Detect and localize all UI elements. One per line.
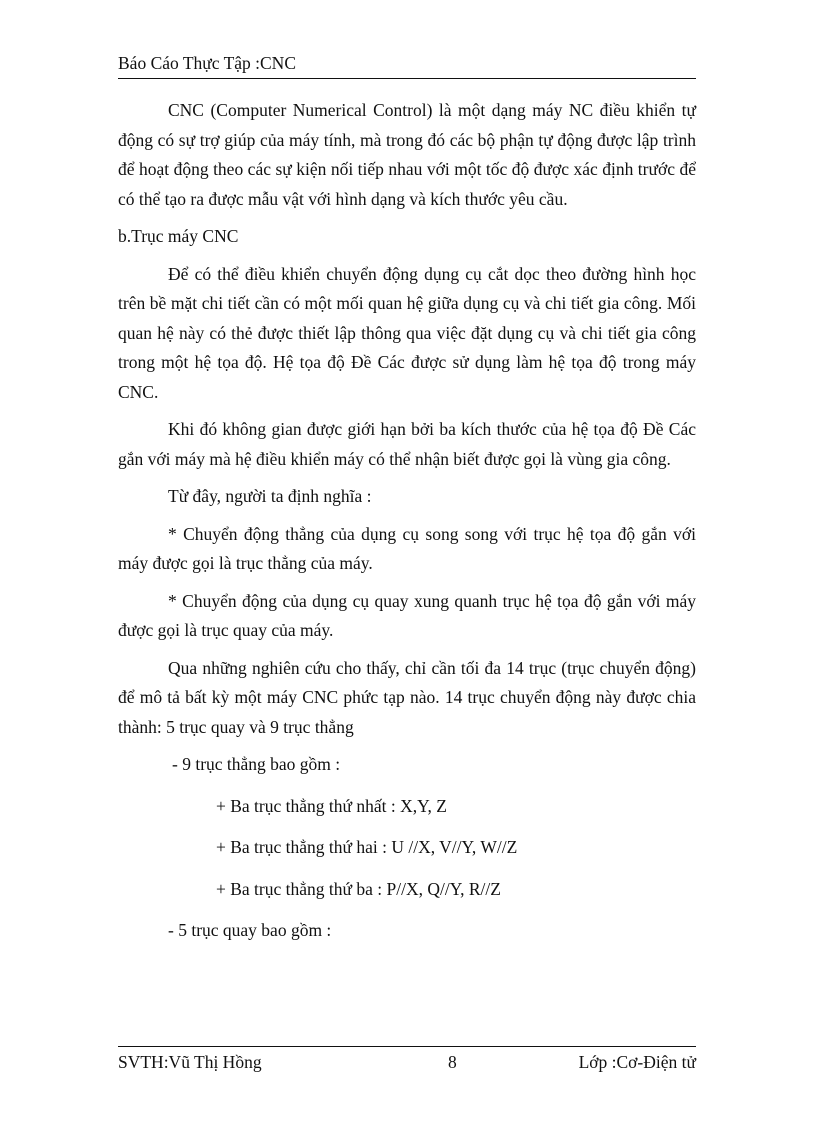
paragraph-rotary-axis-def: * Chuyển động của dụng cụ quay xung quanh trục hệ tọa độ gắn với máy được gọi là trục quay của máy.: [118, 590, 696, 640]
list-title-linear-axes: - 9 trục thẳng bao gồm :: [172, 754, 341, 774]
footer-author: SVTH:Vũ Thị Hồng: [118, 1052, 262, 1072]
paragraph-work-zone: Khi đó không gian được giới hạn bởi ba kích thước của hệ tọa độ Đề Các gắn với máy mà hệ điều khiển máy có thể nhận biết được gọi là vùng gia công.: [118, 419, 696, 469]
list-item-linear-2: + Ba trục thẳng thứ hai : U //X, V//Y, W//Z: [216, 837, 518, 857]
paragraph-coordinate-system: Để có thể điều khiển chuyển động dụng cụ cắt dọc theo đường hình học trên bề mặt chi tiết cần có một mối quan hệ giữa dụng cụ và chi tiết gia công. Mối quan hệ này có thẻ được thiết lập thông qua việc đặt dụng cụ và chi tiết gia công trong một hệ tọa độ. Hệ tọa độ Đề Các được sử dụng làm hệ tọa độ trong máy CNC.: [118, 263, 696, 402]
document-body: [118, 96, 696, 958]
footer-class: Lớp :Cơ-Điện tử: [578, 1052, 696, 1072]
page-number: 8: [448, 1052, 457, 1072]
header-title: Báo Cáo Thực Tập :CNC: [118, 53, 296, 73]
page-header: [118, 50, 696, 79]
list-title-rotary-axes: - 5 trục quay bao gồm :: [168, 920, 332, 940]
list-item-linear-1: + Ba trục thẳng thứ nhất : X,Y, Z: [216, 795, 447, 816]
paragraph-cnc-definition: CNC (Computer Numerical Control) là một dạng máy NC điều khiển tự động có sự trợ giúp của máy tính, mà trong đó các bộ phận tự động được lập trình để hoạt động theo các sự kiện nối tiếp nhau với một tốc độ được xác định trước để có thể tạo ra được mẫu vật với hình dạng và kích thước yêu cầu.: [118, 100, 696, 209]
page-footer: [118, 1046, 696, 1072]
list-item-linear-3: + Ba trục thẳng thứ ba : P//X, Q//Y, R//Z: [216, 878, 501, 899]
paragraph-linear-axis-def: * Chuyển động thẳng của dụng cụ song song với trục hệ tọa độ gắn với máy được gọi là trục thẳng của máy.: [118, 523, 696, 573]
paragraph-axis-count: Qua những nghiên cứu cho thấy, chỉ cần tối đa 14 trục (trục chuyển động) để mô tả bất kỳ một máy CNC phức tạp nào. 14 trục chuyển động này được chia thành: 5 trục quay và 9 trục thẳng: [118, 657, 696, 737]
section-heading-cnc-axes: b.Trục máy CNC: [118, 226, 239, 246]
paragraph-definition-intro: Từ đây, người ta định nghĩa :: [168, 486, 372, 506]
